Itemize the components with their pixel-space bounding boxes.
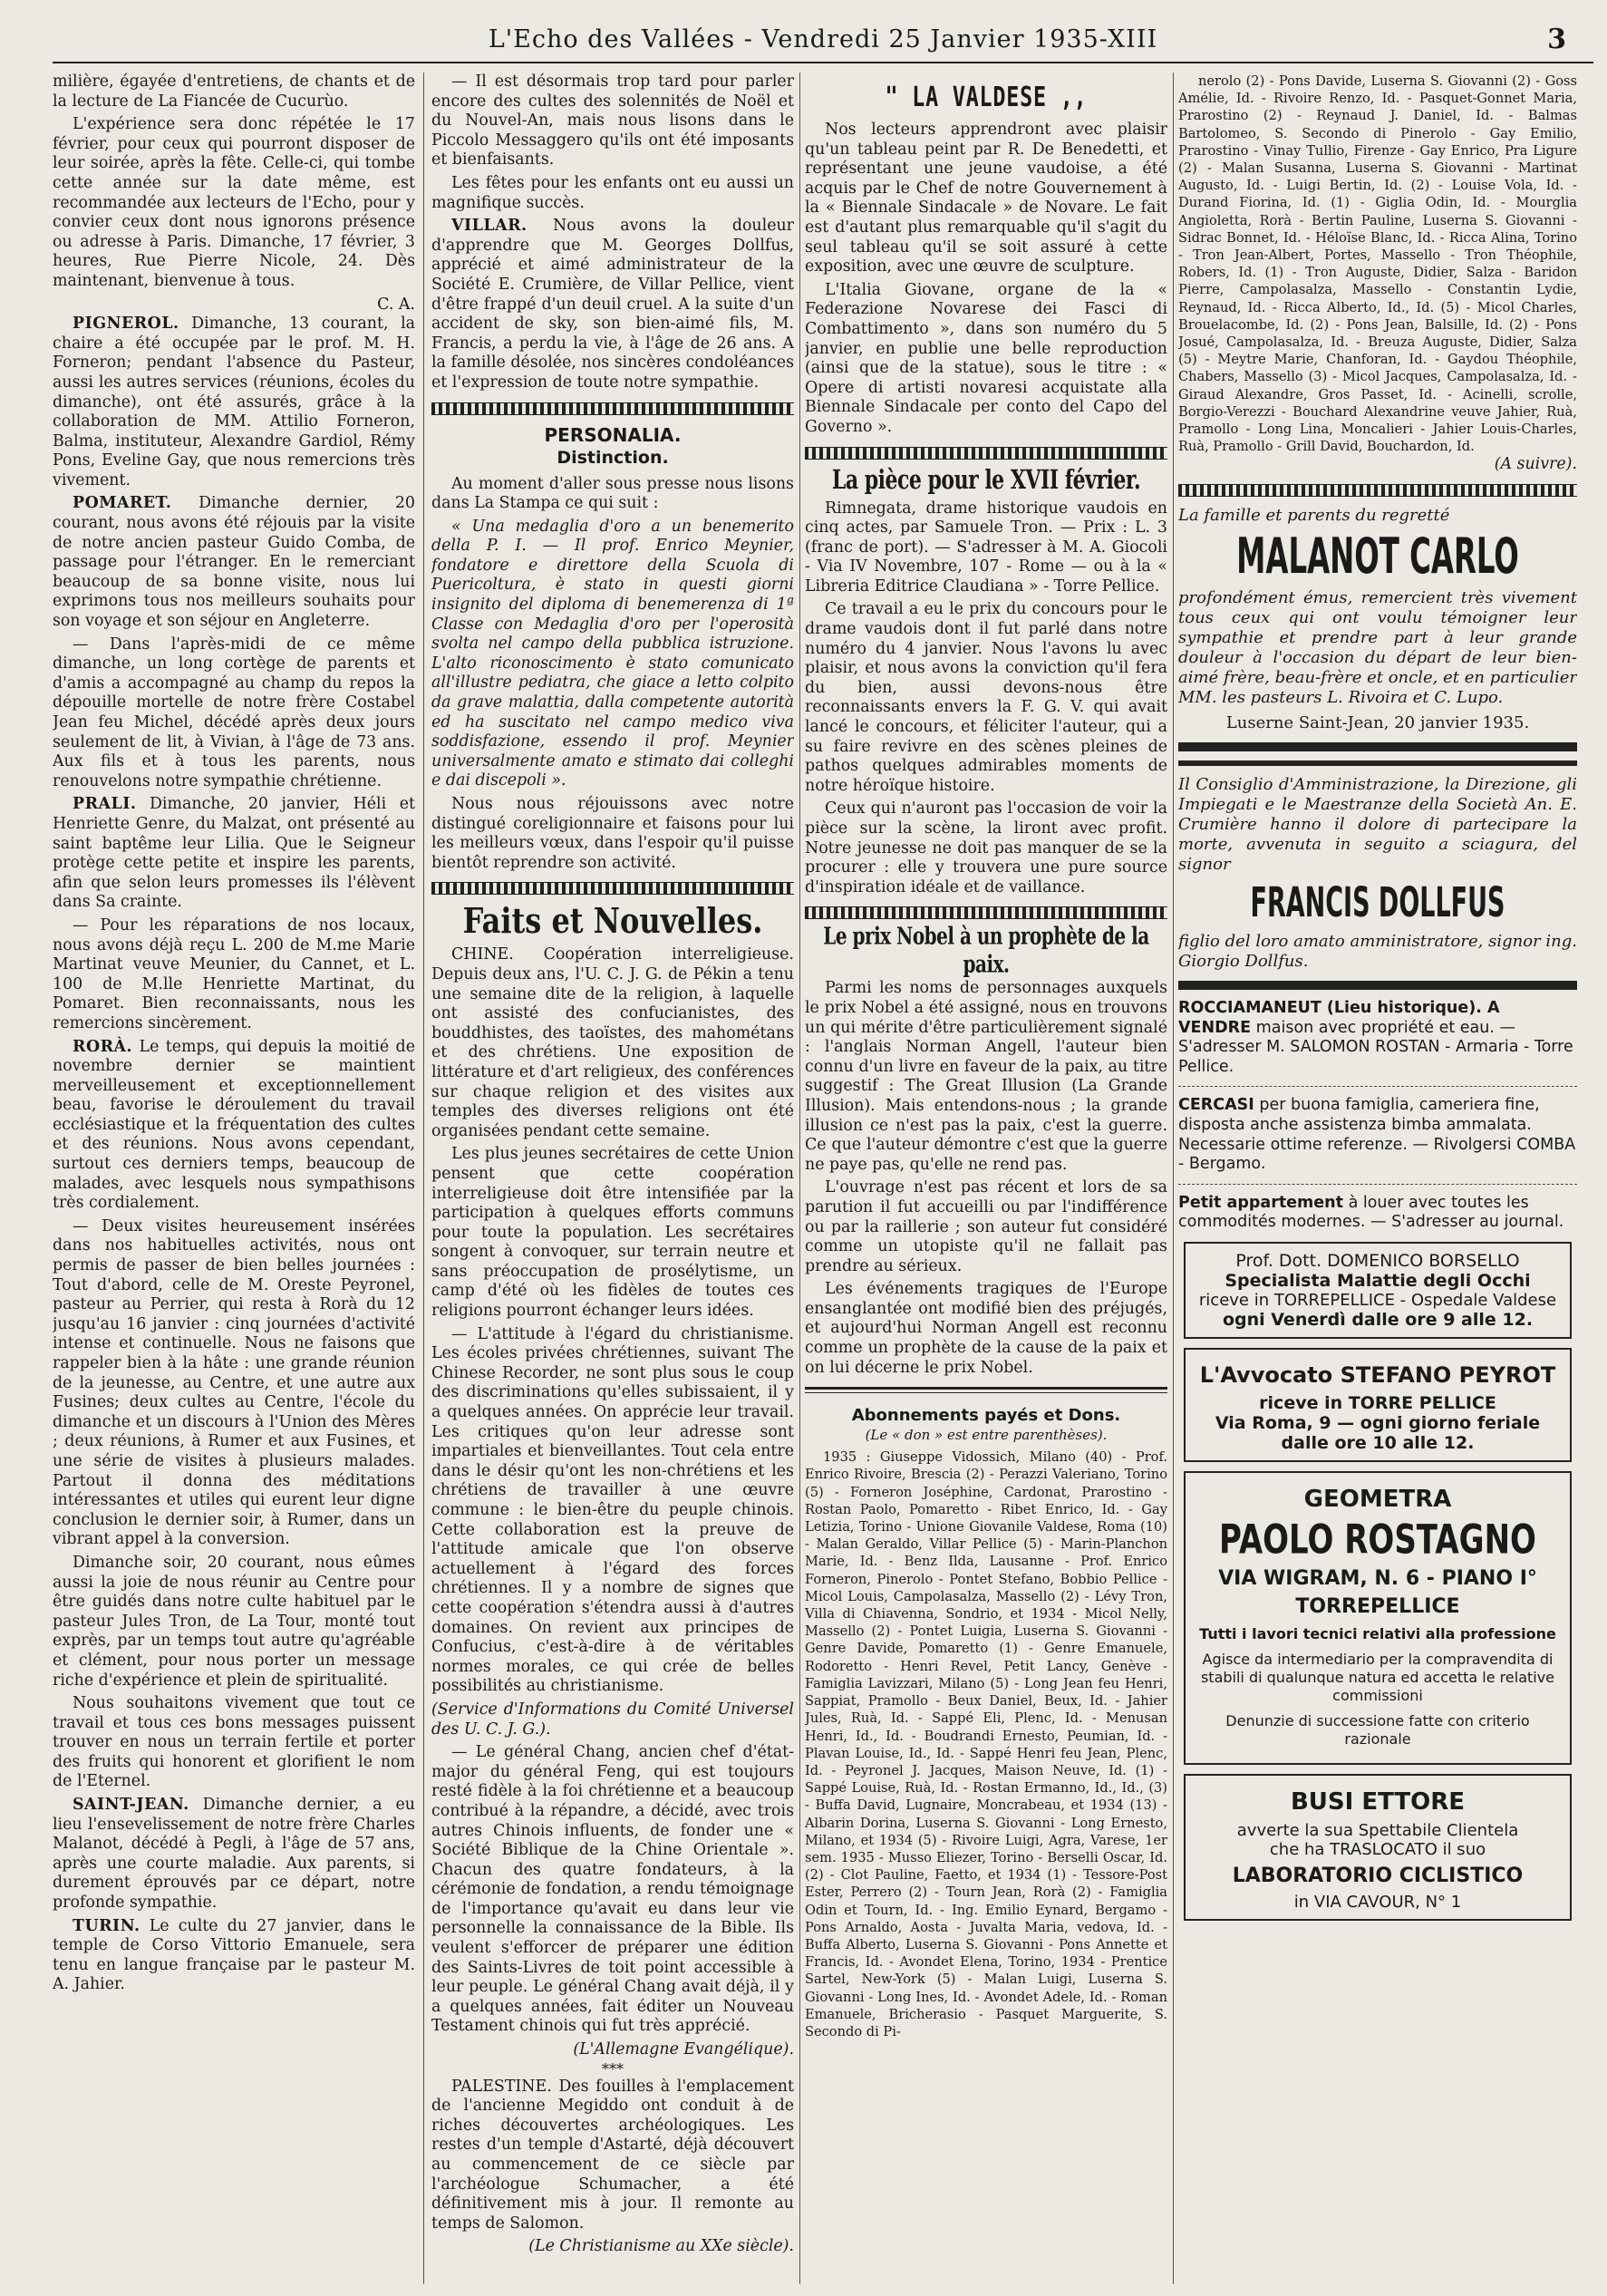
ad-line: GEOMETRA <box>1303 1486 1452 1513</box>
paragraph: — L'attitude à l'égard du christianisme. Les écoles privées chrétiennes, suivant The Chinese Recorder, ne sont plus sous le coup des discriminations qu'elles subissaient, il y a quelques années. On apprécie leur travail. Les critiques qu'on leur adresse sont impartiales et bienveillantes. Tout cela entre dans le désir qu'ont les non-chrétiens et les chrétiens de travailler à une œuvre commune : le bien-être du peuple chinois. Cette collaboration est la preuve de l'attitude amicale que l'on observe actuellement à l'égard des forces chrétiennes. Il y a nombre de signes que cette coopération s'étendra aussi à d'autres domaines. On revient aux principes de Confucius, c'est-à-dire à de véritables normes morales, ce qui crée de belles possibilités au christianisme. <box>431 1324 794 1696</box>
section-heading-nobel: Le prix Nobel à un prophète de la paix. <box>823 922 1149 979</box>
paragraph: Nos lecteurs apprendront avec plaisir qu'un tableau peint par R. De Benedetti, et représentant une jeune vaudoise, a été acquis par le Chef de notre Gouvernement à la « Biennale Sindacale » de Novare. Le fait est d'autant plus remarquable qu'il s'agit du seul tableau qu'il se soit assuré à cette exposition, avec une œuvre de sculpture. <box>805 121 1167 276</box>
separator <box>1178 1086 1577 1087</box>
section-heading-personalia: PERSONALIA. <box>544 423 682 446</box>
ad-line: Specialista Malattie degli Occhi <box>1225 1271 1531 1291</box>
column-1 <box>53 73 415 2284</box>
place-heading: PRALI. <box>73 795 137 814</box>
ad-line: VIA WIGRAM, N. 6 - PIANO I° <box>1218 1567 1537 1590</box>
source-credit: (Service d'Informations du Comité Universel des U. C. J. G.). <box>431 1700 794 1739</box>
column-4 <box>1178 73 1577 2284</box>
ad-line: riceve in TORRE PELLICE <box>1259 1393 1496 1413</box>
paragraph: Ceux qui n'auront pas l'occasion de voir la pièce sur la scène, la liront avec profit. Notre jeunesse ne doit pas manquer de se la procurer : elle y trouvera une pure source d'inspiration idéale et de vaillance. <box>805 799 1167 896</box>
ad-rostagno <box>1184 1471 1572 1765</box>
to-be-continued: (A suivre). <box>1494 455 1577 474</box>
paragraph: L'Italia Giovane, organe de la « Federazione Novarese dei Fasci di Combattimento », dans son numéro du 5 janvier, en publie une belle reproduction (ainsi que de la statue), sous le titre : « Opere di artisti novaresi acquistate alla Biennale Sindacale per conto del Capo del Governo ». <box>805 280 1167 436</box>
mourning-place-date: Luserne Saint-Jean, 20 janvier 1935. <box>1225 713 1530 733</box>
separator <box>1178 1184 1577 1185</box>
column-2 <box>431 73 794 2284</box>
paragraph: Les plus jeunes secrétaires de cette Union pensent que cette coopération interreligieuse doit être intensifiée par la participation à quelques efforts communs pour toute la population. Les secrétaires songent à convoquer, sur terrain neutre et sans préoccupation de prosélytisme, un camp d'été où les fidèles de toutes ces religions pourront échanger leurs idées. <box>431 1145 794 1321</box>
masthead: L'Echo des Vallées - Vendredi 25 Janvier 1935-XIII <box>488 25 1158 53</box>
source-credit: (L'Allemagne Evangélique). <box>573 2040 794 2059</box>
paragraph: milière, égayée d'entretiens, de chants et de la lecture de La Fiancée de Cucurùo. <box>53 73 415 111</box>
news-item-pignerol <box>53 315 415 490</box>
ad-peyrot <box>1184 1348 1572 1462</box>
place-heading: VILLAR. <box>451 217 528 236</box>
paragraph: PALESTINE. Des fouilles à l'emplacement de l'ancienne Megiddo ont conduit à de riches découvertes archéologiques. Les restes d'un temple d'Astarté, déjà découvert au commencement de ce siècle par l'archéologue Schumacher, a été définitivement mis à jour. Il remonte au temps de Salomon. <box>431 2077 794 2233</box>
classified-appartement <box>1178 1194 1577 1233</box>
news-text: Nous avons la douleur d'apprendre que M. Georges Dollfus, apprécié et aimé administrateur de la Société E. Crumière, de Villar Pellice, vient d'être frappé d'un deuil cruel. A la suite d'un accident de sky, son bien-aimé fils, M. Francis, a perdu la vie, à l'âge de 26 ans. A la famille désolée, nos sincères condoléances et l'expression de toute notre sympathie. <box>431 217 794 392</box>
paragraph: L'ouvrage n'est pas récent et lors de sa parution il fut accueilli ou par l'indifférence ou par la raillerie ; son auteur fut considéré comme un utopiste qu'il ne fallait pas prendre au sérieux. <box>805 1178 1167 1275</box>
place-heading: PIGNEROL. <box>73 315 179 334</box>
paragraph: — Dans l'après-midi de ce même dimanche, un long cortège de parents et d'amis a accompagné au champ du repos la dépouille mortelle de notre frère Costabel Jean feu Michel, décédé après deux jours seulement de lit, à Vivian, à l'âge de 73 ans. Aux fils et à tous les parents, nous renouvelons notre sympathie chrétienne. <box>53 635 415 790</box>
separator <box>805 1387 1167 1393</box>
paragraph: Dimanche soir, 20 courant, nous eûmes aussi la joie de nous réunir au Centre pour être guidés dans notre culte habituel par le pasteur Jules Tron, de La Tour, monté tout exprès, par un temps tout autre qu'agréable et clément, pour nous porter un message riche d'expérience et plein de spiritualité. <box>53 1553 415 1690</box>
place-heading: RORÀ. <box>73 1037 133 1056</box>
news-text: Dimanche dernier, a eu lieu l'ensevelissement de notre frère Charles Malanot, décédé à Pegli, à l'âge de 57 ans, après une courte maladie. Aux parents, si durement éprouvés par ce départ, notre profonde sympathie. <box>53 1796 415 1913</box>
separator <box>1178 742 1577 751</box>
paragraph: Ce travail a eu le prix du concours pour le drame vaudois dont il fut parlé dans notre numéro du 4 janvier. Nous l'avons lu avec plaisir, et nous avons la conviction qu'il fera du bien, aussi devons-nous être reconnaissants envers la F. G. V. qui avait lancé le concours, et féliciter l'auteur, qui a su faire revivre en des scènes pleines de pathos quelques admirables moments de notre héroïque histoire. <box>805 600 1167 795</box>
subscriber-list: 1935 : Giuseppe Vidossich, Milano (40) - Prof. Enrico Rivoire, Brescia (2) - Perazzi Valeriano, Torino (5) - Forneron Joséphine, Cardonat, Prarostino - Rostan Paolo, Pomaretto - Ribet Enrico, Id. - Gay Letizia, Torino - Unione Giovanile Valdese, Roma (10) - Malan Geraldo, Villar Pellice (5) - Marin-Planchon Marie, Id. - Benz Ilda, Lausanne - Prof. Enrico Forneron, Pinerolo - Pontet Stefano, Bobbio Pellice - Micol Louis, Campolasalza, Massello (2) - Lévy Tron, Villa di Chiavenna, Sondrio, et 1934 - Micol Nelly, Massello (2) - Pontet Luigia, Luserna S. Giovanni - Genre Davide, Pomaretto (1) - Genre Emanuele, Rodoretto - Henri Revel, Petit Lancy, Genève - Famiglia Lavizzari, Milano (5) - Long Jean feu Henri, Sappiat, Pramollo - Beux Daniel, Beux, Id. - Jahier Jules, Ruà, Id. - Sappé Eli, Plenc, Id. - Menusan Henri, Id., Id. - Boudrandi Ernesto, Peumian, Id. - Plavan Louise, Id., Id. - Sappé Henri feu Jean, Plenc, Id. - Peyronel J. Jacques, Maison Neuve, Id. (1) - Sappé Louise, Ruà, Id. - Rostan Ermanno, Id., Id., (3) - Buffa David, Lugnaire, Moncrabeau, et 1934 (13) - Albarin Dorina, Luserna S. Giovanni - Long Ernesto, Milano, et 1934 (5) - Rivoire Luigi, Agra, Varese, 1er sem. 1935 - Musso Eliezer, Torino - Berselli Oscar, Id. (2) - Clot Pauline, Faetto, et 1934 (1) - Tessore-Post Ester, Perrero (2) - Tourn Jean, Rorà (2) - Famiglia Odin et Tourn, Id. - Ing. Emilio Eynard, Bergamo - Pons Arnaldo, Aosta - Juvalta Maria, vedova, Id. - Buffa Alberto, Luserna S. Giovanni - Pons Annette et Francis, Id. - Avondet Elena, Torino, 1934 - Prentice Sartel, New-York (5) - Malan Luigi, Luserna S. Giovanni - Long Ines, Id. - Avondet Adele, Id. - Roman Emanuele, Bricherasio - Pasquet Marguerite, S. Secondo di Pi- <box>805 1449 1167 2039</box>
ad-line: Denunzie di successione fatte con criterio razionale <box>1225 1712 1530 1748</box>
place-heading: POMARET. <box>73 494 172 513</box>
column-3 <box>805 73 1167 2284</box>
ad-line: Via Roma, 9 — ogni giorno feriale <box>1215 1413 1541 1433</box>
subheading-abonnements: (Le « don » est entre parenthèses). <box>865 1427 1108 1444</box>
separator <box>431 882 794 895</box>
separator <box>1178 760 1577 766</box>
ad-borsello <box>1184 1242 1572 1339</box>
signature: C. A. <box>377 295 415 314</box>
mourning-tail: figlio del loro amato amministratore, signor ing. Giorgio Dollfus. <box>1178 932 1577 972</box>
ad-line: che ha TRASLOCATO il suo <box>1269 1840 1486 1859</box>
paragraph: Nous souhaitons vivement que tout ce travail et tous ces bons messages puissent trouver en nous un terrain fertile et porter des fruits qui honorent et glorifient le nom de l'Eternel. <box>53 1694 415 1791</box>
paragraph: Les fêtes pour les enfants ont eu aussi un magnifique succès. <box>431 173 794 212</box>
paragraph: Parmi les noms de personnages auxquels le prix Nobel a été assigné, nous en trouvons un qui mérite d'être particulièrement signalé : l'anglais Norman Angell, l'auteur bien connu d'un livre en faveur de la paix, au titre suggestif : The Great Illusion (La Grande Illusion). Mais entendons-nous ; la grande illusion ce n'est pas la paix, c'est la guerre. Ce que l'auteur démontre c'est que la guerre ne paye pas, qu'elle ne rend pas. <box>805 979 1167 1174</box>
separator <box>805 447 1167 460</box>
paragraph: Au moment d'aller sous presse nous lisons dans La Stampa ce qui suit : <box>431 474 794 513</box>
page-header <box>53 16 1593 63</box>
mourning-intro: La famille et parents du regretté <box>1178 506 1450 526</box>
ad-line: ogni Venerdì dalle ore 9 alle 12. <box>1222 1310 1534 1330</box>
paragraph: Les événements tragiques de l'Europe ensanglantée ont modifié bien des préjugés, et aujourd'hui Norman Angell est reconnu comme un prophète de la cause de la paix et on lui décerne le prix Nobel. <box>805 1280 1167 1377</box>
ad-line: Tutti i lavori tecnici relativi alla professione <box>1199 1625 1556 1642</box>
news-item-prali <box>53 795 415 913</box>
paragraph: — Il est désormais trop tard pour parler encore des cultes des solennités de Noël et du Nouvel-An, mais nous lisons dans le Piccolo Messaggero qu'ils ont été imposants et bienfaisants. <box>431 73 794 170</box>
classified-text: per buona famiglia, cameriera fine, disposta anche assistenza bimba ammalata. Necessarie ottime referenze. — Rivolgersi COMBA - Bergamo. <box>1178 1096 1576 1174</box>
separator <box>805 906 1167 919</box>
ad-line: Prof. Dott. DOMENICO BORSELLO <box>1235 1251 1520 1271</box>
mourning-name-dollfus: FRANCIS DOLLFUS <box>1250 879 1505 927</box>
news-item-pomaret <box>53 494 415 631</box>
subscriber-list-continued: nerolo (2) - Pons Davide, Luserna S. Giovanni (2) - Goss Amélie, Id. - Rivoire Renzo, Id. - Pasquet-Gonnet Maria, Prarostino (2) - Reynaud J. Daniel, Id. - Balmas Bartolomeo, S. Secondo di Pinerolo - Gay Emilio, Prarostino - Vinay Tullio, Firenze - Gay Enrico, Pra Ligure (2) - Malan Susanna, Luserna S. Giovanni - Martinat Augusto, Id. - Luigi Bertin, Id. (2) - Louise Vola, Id. - Durand Fiorina, Id. (1) - Giglia Odin, Id. - Mourglia Angioletta, Rorà - Bertin Pauline, Luserna S. Giovanni - Sidrac Bonnet, Id. - Héloïse Blanc, Id. - Ricca Alina, Torino - Tron Jean-Albert, Portes, Massello - Tron Théophile, Robers, Id. (1) - Tron Auguste, Didier, Salza - Baridon Pierre, Campolasalza, Massello - Constantin Lydie, Reynaud, Id. - Ricca Alberto, Id., Id. (5) - Micol Charles, Brouelacombe, Id. (2) - Pons Jean, Balsille, Id. (2) - Pons Josué, Campolasalza, Id. - Breuza Auguste, Didier, Salza (5) - Meytre Marie, Chanforan, Id. - Gaydou Théophile, Chabers, Massello (3) - Micol Jacques, Campolasalza, Id. - Giraud Alexandre, Gros Passet, Id. - Acinelli, scrolle, Borgio-Verezzi - Bouchard Alexandrine veuve Jahier, Ruà, Pramollo - Long Lina, Moncalieri - Jahier Louis-Charles, Ruà, Pramollo - Grill David, Bouchardon, Id. <box>1178 73 1577 455</box>
news-item-saint-jean <box>53 1796 415 1913</box>
ad-line: dalle ore 10 alle 12. <box>1281 1433 1475 1453</box>
stars-divider: *** <box>602 2059 624 2078</box>
ad-line: TORREPELLICE <box>1295 1595 1460 1618</box>
place-heading: SAINT-JEAN. <box>73 1796 189 1815</box>
classified-text: maison avec propriété et eau. — S'adresser M. SALOMON ROSTAN - Armaria - Torre Pellice. <box>1178 1018 1573 1076</box>
paragraph: — Pour les réparations de nos locaux, nous avons déjà reçu L. 200 de M.me Marie Martinat veuve Meunier, du Cannet, et L. 100 de M.lle Henriette Martinat, du Pomaret. Bien reconnaissants, nous les remercions sincèrement. <box>53 915 415 1032</box>
news-item-turin <box>53 1917 415 1995</box>
paragraph: CHINE. Coopération interreligieuse. Depuis deux ans, l'U. C. J. G. de Pékin a tenu une semaine dite de la religion, à laquelle ont assisté des confucianistes, des bouddhistes, des taoïstes, des mahométans et des chrétiens. Une exposition de littérature et d'art religieux, des conférences sur chaque religion et des visites aux temples des diverses religions ont été organisées pendant cette semaine. <box>431 945 794 1140</box>
separator <box>1178 981 1577 990</box>
ad-line: Agisce da intermediario per la compravendita di stabili di qualunque natura ed accetta le relative commissioni <box>1200 1651 1555 1704</box>
classified-rocciamaneut <box>1178 999 1577 1077</box>
column-rule <box>423 73 424 2284</box>
ad-busi <box>1184 1774 1572 1921</box>
classified-cercasi <box>1178 1096 1577 1174</box>
ad-line: riceve in TORREPELLICE - Ospedale Valdese <box>1198 1291 1557 1310</box>
mourning-text: profondément émus, remercient très vivement tous ceux qui ont voulu témoigner leur sympathie et prendre part à leur grande douleur à l'occasion du départ de leur bien-aimé frère, beau-frère et oncle, et en particulier MM. les pasteurs L. Rivoira et C. Lupo. <box>1178 588 1577 708</box>
section-heading-abonnements: Abonnements payés et Dons. <box>851 1406 1121 1426</box>
place-heading: TURIN. <box>73 1916 140 1935</box>
section-heading-faits-et-nouvelles: Faits et Nouvelles. <box>462 900 763 943</box>
source-credit: (Le Christianisme au XXe siècle). <box>528 2237 794 2256</box>
ad-line: LABORATORIO CICLISTICO <box>1232 1865 1524 1887</box>
classified-heading: CERCASI <box>1178 1096 1254 1115</box>
mourning-name-malanot: MALANOT CARLO <box>1236 528 1519 586</box>
paragraph: Rimnegata, drame historique vaudois en cinq actes, par Samuele Tron. — Prix : L. 3 (franc de port). — S'adresser à M. A. Giocoli - Via IV Novembre, 107 - Rome — ou à la « Libreria Editrice Claudiana » - Torre Pellice. <box>805 499 1167 596</box>
quoted-paragraph: « Una medaglia d'oro a un benemerito della P. I. — Il prof. Enrico Meynier, fondatore e direttore della Scuola di Puericoltura, è stato in questi giorni insignito del diploma di benemerenza di 1ª Classe con Medaglia d'oro per l'operosità svolta nel campo della pubblica istruzione. L'alto riconoscimento è stato comunicato all'illustre pediatra, che giace a letto colpito da grave malattia, dalla competente autorità ed ha suscitato nel campo medico viva soddisfazione, essendo il prof. Meynier universalmente amato e stimato dai colleghi e dai discepoli ». <box>431 517 794 790</box>
news-text: Le temps, qui depuis la moitié de novembre dernier se maintient merveilleusement et exceptionnellement beau, favorise le déroulement du travail ecclésiastique et la fréquentation des cultes et des réunions. Nous avons cependant, surtout ces derniers temps, beaucoup de malades, avec lesquels nous sympathisons très cordialement. <box>53 1037 415 1213</box>
ad-line: PAOLO ROSTAGNO <box>1219 1516 1536 1564</box>
mourning-text: Il Consiglio d'Amministrazione, la Direzione, gli Impiegati e le Maestranze della Società An. E. Crumière hanno il dolore di partecipare la morte, avvenuta in seguito a sciagura, del signor <box>1178 775 1577 875</box>
paragraph: L'expérience sera donc répétée le 17 février, pour ceux qui pourront disposer de leur soirée, après la fête. Celle-ci, qui tombe cette année sur la date même, est recommandée aux lecteurs de l'Echo, pour y convier ceux dont nous ignorons présence ou adresse à Paris. Dimanche, 17 février, 3 heures, Rue Pierre Nicole, 24. Dès maintenant, bienvenue à tous. <box>53 115 415 290</box>
news-text: Le culte du 27 janvier, dans le temple de Corso Vittorio Emanuele, sera tenu en langue française par le pasteur M. A. Jahier. <box>53 1916 415 1994</box>
page-number: 3 <box>1547 24 1566 55</box>
news-text: Dimanche, 13 courant, la chaire a été occupée par le prof. M. H. Forneron; pendant l'absence du Pasteur, aussi les autres services (réunions, écoles du dimanche), ont été assurés, grâce à la collaboration de MM. Attilio Forneron, Balma, instituteur, Alexandre Gardiol, Rémy Pons, Eveline Gay, que nous remercions très vivement. <box>53 315 415 489</box>
separator <box>431 402 794 415</box>
news-text: Dimanche dernier, 20 courant, nous avons été réjouis par la visite de notre ancien pasteur Guido Comba, de passage pour l'étranger. En le remerciant beaucoup de sa bonne visite, nous lui exprimons tous nos meilleurs souhaits pour son voyage et son séjour en Angleterre. <box>53 494 415 631</box>
subheading-distinction: Distinction. <box>557 447 669 468</box>
separator <box>1178 484 1577 497</box>
classified-heading: ROCCIAMANEUT (Lieu historique). A VENDRE <box>1178 999 1500 1037</box>
ad-line: BUSI ETTORE <box>1290 1788 1466 1816</box>
section-heading-la-valdese: " LA VALDESE ,, <box>885 82 1088 113</box>
paragraph: — Deux visites heureusement insérées dans nos habituelles activités, nous ont permis de passer de bien belles journées : Tout d'abord, celle de M. Oreste Peyronel, pasteur au Perrier, qui resta à Rorà du 12 jusqu'au 16 janvier : cinq journées d'activité intense et continuelle. Nous ne faisons que rappeler bien à la hâte : une grande réunion de la jeunesse, au Centre, et une autre aux Fusines; deux cultes au Centre, l'école du dimanche et un discours à l'Union des Mères ; deux réunions, à Rumer et aux Fusines, et une série de visites à plusieurs malades. Partout il donna des méditations intéressantes et utiles qui eurent leur digne conclusion le dernier soir, à Rumer, dans un vibrant appel à la conversion. <box>53 1216 415 1549</box>
ad-line: L'Avvocato STEFANO PEYROT <box>1199 1362 1556 1388</box>
classified-text: à louer avec toutes les commodités modernes. — S'adresser au journal. <box>1178 1193 1564 1232</box>
news-item-rora <box>53 1038 415 1214</box>
column-rule <box>799 73 800 2284</box>
paragraph: Nous nous réjouissons avec notre distingué coreligionnaire et faisons pour lui les meilleurs vœux, dans l'espoir qu'il puisse bientôt reprendre son activité. <box>431 795 794 872</box>
ad-line: in VIA CAVOUR, N° 1 <box>1293 1893 1462 1912</box>
ad-line: avverte la sua Spettabile Clientela <box>1236 1821 1519 1840</box>
news-item-villar <box>431 217 794 392</box>
paragraph: — Le général Chang, ancien chef d'état-major du général Feng, qui est toujours resté fidèle à la foi chrétienne et a beaucoup contribué à la répandre, a décidé, avec trois autres Chinois influents, de fonder une « Société Biblique de la Chine Orientale ». Chacun des quatre fondateurs, à la cérémonie de fondation, a rendu témoignage de l'importance qu'avait eu dans leur vie personnelle la connaissance de la Bible. Ils veulent s'efforcer de préparer une édition des Saints-Livres de toit point accessible à leur peuple. Le général Chang avait déjà, il y a quelques années, fait éditer un Nouveau Testament chinois qui fut très apprécié. <box>431 1743 794 2036</box>
classified-heading: Petit appartement <box>1178 1193 1343 1212</box>
news-text: Dimanche, 20 janvier, Héli et Henriette Genre, du Malzat, ont présenté au saint baptême leur Lilia. Que le Seigneur protège cette petite et inspire les parents, afin que selon leurs promesses ils l'élèvent dans Sa crainte. <box>53 795 415 912</box>
column-rule <box>1173 73 1174 2284</box>
section-heading-piece: La pièce pour le XVII février. <box>831 464 1141 496</box>
